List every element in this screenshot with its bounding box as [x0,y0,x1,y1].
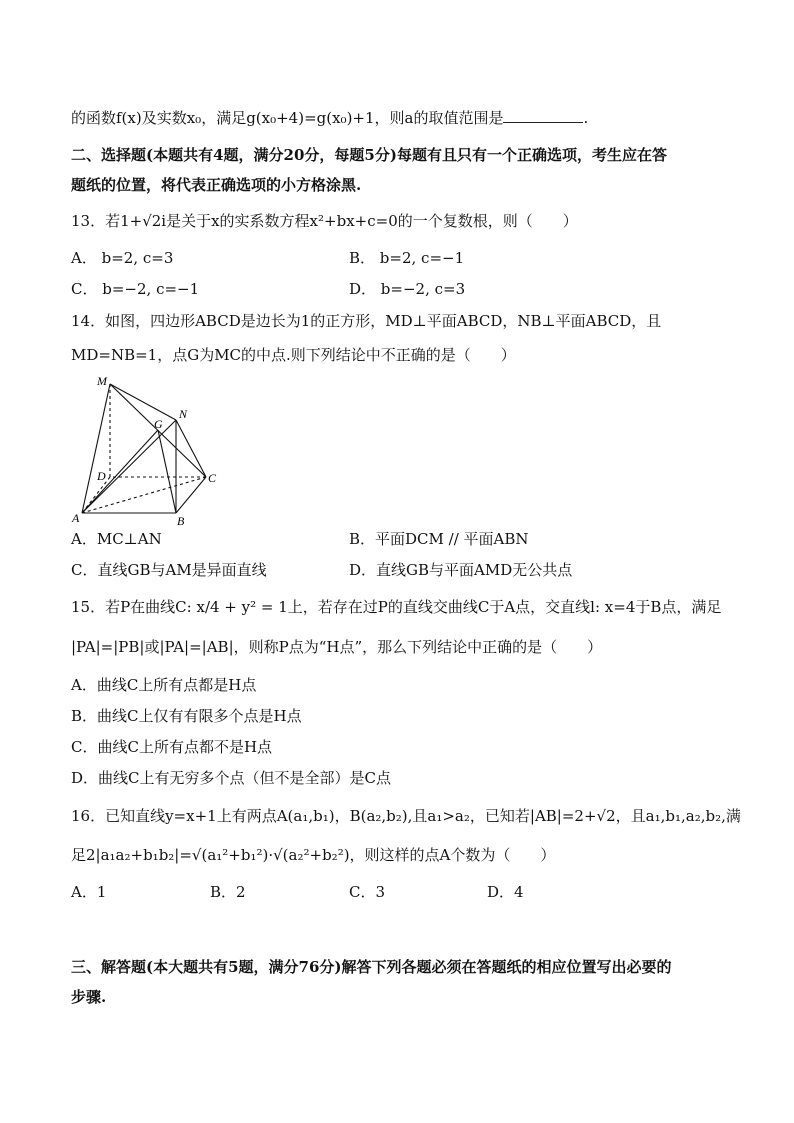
section2-heading-line1: 二、选择题(本题共有4题，满分20分，每题5分)每题有且只有一个正确选项，考生应在答 [71,146,667,164]
q16-option-b[interactable]: B．2 [210,883,246,901]
q15-option-c[interactable]: C．曲线C上所有点都不是H点 [71,738,273,756]
label-a: A [72,511,80,525]
label-b: B [177,514,185,527]
section3-heading-line2: 步骤. [71,988,107,1006]
q14-option-c[interactable]: C．直线GB与AM是异面直线 [71,561,267,579]
q15-stem-line1: 15．若P在曲线C: x/4 + y² = 1上，若存在过P的直线交曲线C于A点，交直线l: x=4于B点，满足 [71,598,722,616]
label-d: D [97,469,106,483]
edge-nc [176,420,206,477]
q14-option-d[interactable]: D．直线GB与平面AMD无公共点 [349,561,573,579]
q15-stem-line2: |PA|=|PB|或|PA|=|AB|，则称P点为“H点”，那么下列结论中正确的是（ ） [71,638,603,656]
q13-option-b[interactable]: B． b=2, c=−1 [349,249,465,267]
edge-mn [110,384,176,420]
edge-bc [176,477,206,513]
q13-option-d[interactable]: D． b=−2, c=3 [349,280,466,298]
q15-option-d[interactable]: D．曲线C上有无穷多个点（但不是全部）是C点 [71,769,391,787]
q15-option-a[interactable]: A．曲线C上所有点都是H点 [71,676,257,694]
q14-stem-line1: 14．如图，四边形ABCD是边长为1的正方形，MD⊥平面ABCD，NB⊥平面ABCD，且 [71,312,662,330]
q13-option-c[interactable]: C． b=−2, c=−1 [71,280,200,298]
label-n: N [179,407,188,421]
label-g: G [154,417,163,431]
q12-text: 的函数f(x)及实数x₀，满足g(x₀+4)=g(x₀)+1，则a的取值范围是 [71,109,504,127]
q14-option-b[interactable]: B．平面DCM // 平面ABN [349,530,529,548]
q13-option-a[interactable]: A． b=2, c=3 [71,249,174,267]
q14-geometry-figure [68,372,228,527]
label-m: M [97,374,107,388]
edge-gb [158,430,176,513]
q14-option-a[interactable]: A．MC⊥AN [71,530,162,548]
q16-option-c[interactable]: C．3 [349,883,386,901]
q16-option-a[interactable]: A．1 [71,883,107,901]
q13-stem: 13．若1+√2i是关于x的实系数方程x²+bx+c=0的一个复数根，则（ ） [71,212,578,230]
q16-stem-line2: 足2|a₁a₂+b₁b₂|=√(a₁²+b₁²)·√(a₂²+b₂²)，则这样的点A个数为（ ） [71,846,556,864]
edge-ag [82,430,158,513]
section2-heading-line2: 题纸的位置，将代表正确选项的小方格涂黑. [71,176,362,194]
answer-blank[interactable] [503,108,583,123]
q16-stem-line1: 16．已知直线y=x+1上有两点A(a₁,b₁)，B(a₂,b₂),且a₁>a₂，已知若|AB|=2+√2，且a₁,b₁,a₂,b₂,满 [71,807,741,825]
q12-tail [71,108,588,128]
label-c: C [208,471,217,485]
q12-end: . [583,109,589,127]
q16-option-d[interactable]: D．4 [487,883,524,901]
q14-stem-line2: MD=NB=1，点G为MC的中点.则下列结论中不正确的是（ ） [71,346,516,364]
edge-ma [82,384,110,513]
section3-heading-line1: 三、解答题(本大题共有5题，满分76分)解答下列各题必须在答题纸的相应位置写出必要的 [71,958,672,976]
q15-option-b[interactable]: B．曲线C上仅有有限多个点是H点 [71,707,302,725]
